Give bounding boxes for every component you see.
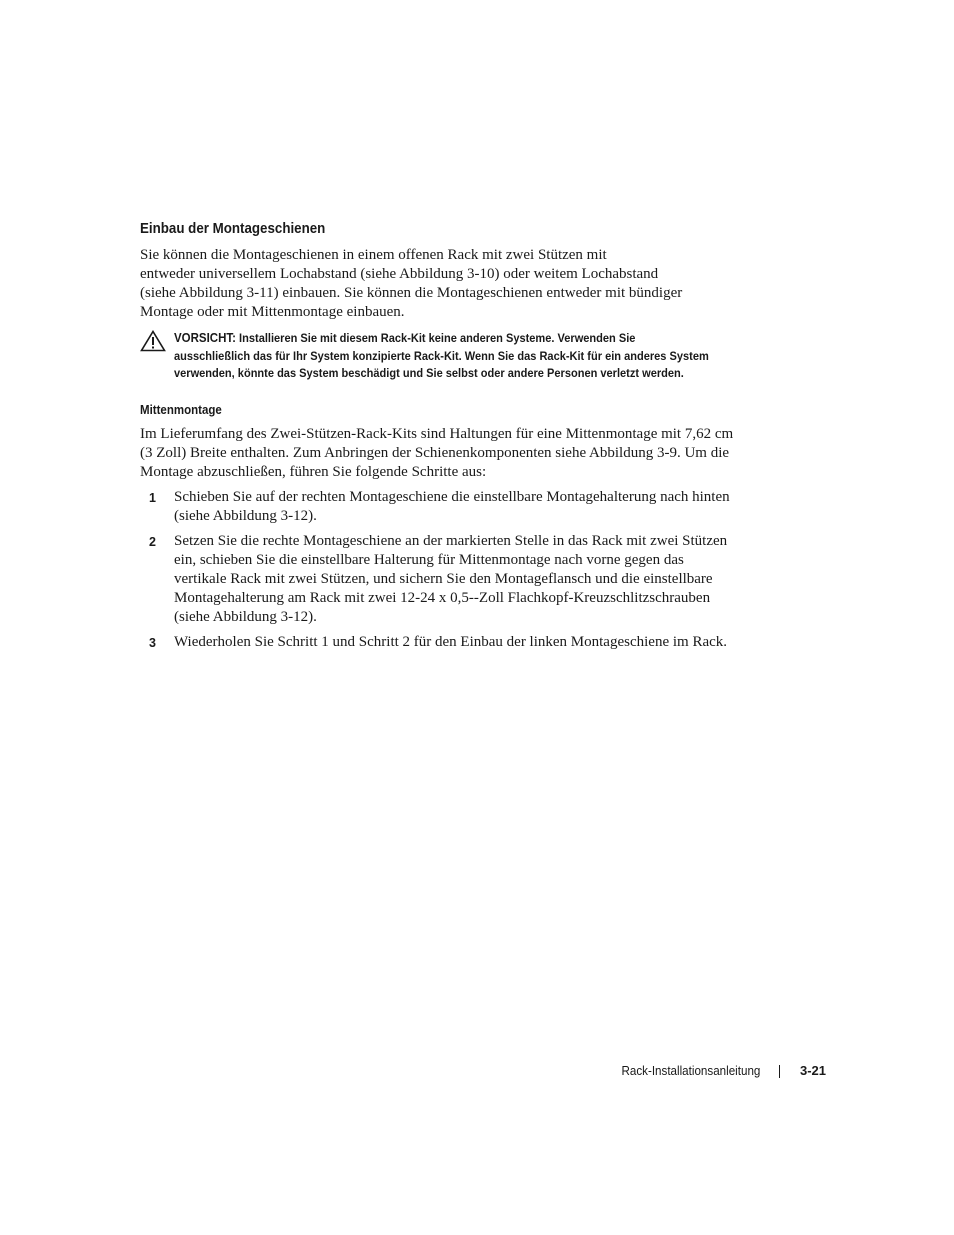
step-line: (siehe Abbildung 3-12).	[174, 508, 317, 524]
footer-document-title: Rack-Installationsanleitung	[621, 1064, 760, 1078]
step-number: 1	[149, 491, 156, 505]
step-line: ein, schieben Sie die einstellbare Halterung für Mittenmontage nach vorne gegen das	[174, 552, 684, 568]
warning-triangle-icon	[140, 330, 166, 352]
page-number: 3-21	[799, 1063, 826, 1078]
section-intro-paragraph	[140, 246, 780, 322]
step-line: Schieben Sie auf der rechten Montageschiene die einstellbare Montagehalterung nach hinten	[174, 489, 730, 505]
step-item	[140, 532, 780, 627]
caution-label: VORSICHT:	[174, 331, 236, 345]
page-footer	[560, 1062, 826, 1080]
paragraph-line: (3 Zoll) Breite enthalten. Zum Anbringen der Schienenkomponenten siehe Abbildung 3-9. Um die	[140, 445, 730, 461]
step-number: 3	[149, 636, 156, 650]
caution-line	[174, 330, 744, 348]
section-heading: Einbau der Montageschienen	[140, 221, 326, 237]
paragraph-line: entweder universellem Lochabstand (siehe Abbildung 3-10) oder weitem Lochabstand	[140, 266, 659, 282]
step-line: Wiederholen Sie Schritt 1 und Schritt 2 für den Einbau der linken Montageschiene im Rack.	[174, 634, 728, 650]
steps-list	[140, 488, 780, 652]
caution-notice	[140, 330, 800, 390]
step-item	[140, 488, 780, 526]
subsection-heading: Mittenmontage	[140, 403, 222, 417]
paragraph-line: Montage abzuschließen, führen Sie folgende Schritte aus:	[140, 464, 487, 480]
step-line: vertikale Rack mit zwei Stützen, und sichern Sie den Montageflansch und die einstellbare	[174, 571, 713, 587]
footer-separator	[779, 1065, 780, 1078]
step-line: Setzen Sie die rechte Montageschiene an der markierten Stelle in das Rack mit zwei Stützen	[174, 533, 728, 549]
paragraph-line: Montage oder mit Mittenmontage einbauen.	[140, 304, 405, 320]
paragraph-line: Sie können die Montageschienen in einem offenen Rack mit zwei Stützen mit	[140, 247, 607, 263]
step-line: (siehe Abbildung 3-12).	[174, 609, 317, 625]
paragraph-line: Im Lieferumfang des Zwei-Stützen-Rack-Kits sind Haltungen für eine Mittenmontage mit 7,62 cm	[140, 426, 734, 442]
step-line: Montagehalterung am Rack mit zwei 12-24 x 0,5--Zoll Flachkopf-Kreuzschlitzschrauben	[174, 590, 711, 606]
caution-line-text: Installieren Sie mit diesem Rack-Kit keine anderen Systeme. Verwenden Sie	[239, 331, 636, 345]
caution-line: ausschließlich das für Ihr System konzipierte Rack-Kit. Wenn Sie das Rack-Kit für ein anderes System	[174, 348, 709, 363]
paragraph-line: (siehe Abbildung 3-11) einbauen. Sie können die Montageschienen entweder mit bündiger	[140, 285, 683, 301]
caution-text	[174, 330, 744, 383]
subsection-intro-paragraph	[140, 425, 780, 482]
step-item	[140, 633, 780, 652]
step-number: 2	[149, 535, 156, 549]
caution-line: verwenden, könnte das System beschädigt und Sie selbst oder andere Personen verletzt werden.	[174, 366, 684, 380]
